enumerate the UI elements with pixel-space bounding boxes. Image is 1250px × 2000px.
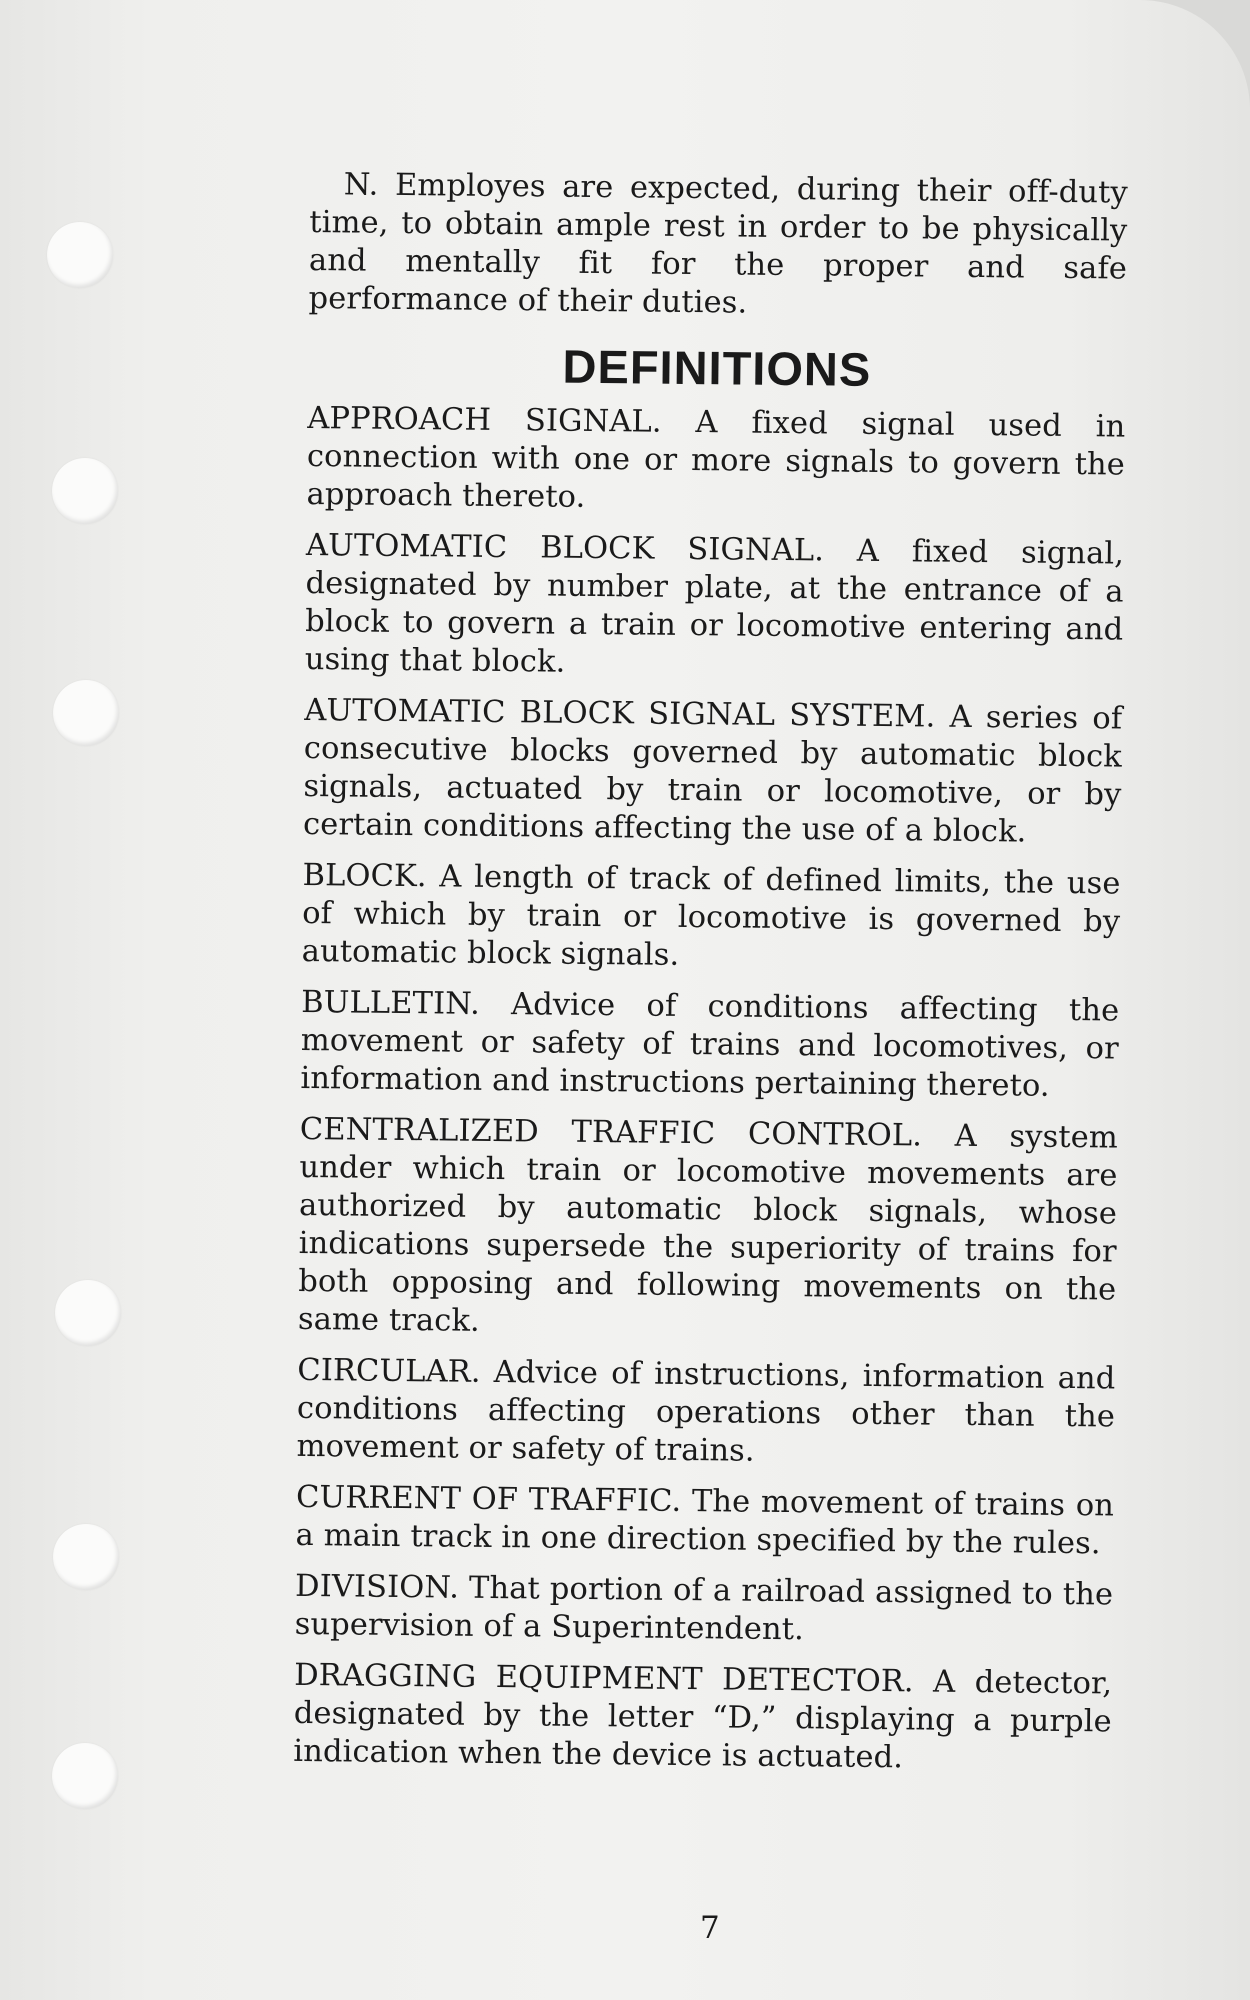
definition-centralized-traffic-control: CENTRALIZED TRAFFIC CONTROL. A system under which train or locomotive movements are authorized by automatic block signals, whose indications supersede the superiority of trains for both opposing and following movements on the same track. <box>297 1111 1119 1339</box>
section-heading: DEFINITIONS <box>562 339 872 396</box>
definition-dragging-equipment-detector: DRAGGING EQUIPMENT DETECTOR. A detector, designated by the letter “D,” displaying a purple indication when the device is actuated. <box>293 1657 1113 1776</box>
binder-hole <box>53 680 119 746</box>
binder-hole <box>52 458 118 524</box>
definition-division: DIVISION. That portion of a railroad assigned to the supervision of a Superintendent. <box>294 1568 1114 1648</box>
definition-automatic-block-signal-system: AUTOMATIC BLOCK SIGNAL SYSTEM. A series of consecutive blocks governed by automatic block signals, actuated by train or locomotive, or by certain conditions affecting the use of a block. <box>302 692 1123 850</box>
binder-hole <box>53 1524 119 1590</box>
definition-bulletin: BULLETIN. Advice of conditions affecting the movement or safety of trains and locomotives, or information and instructions pertaining thereto. <box>300 984 1120 1104</box>
page-content <box>293 166 1128 1792</box>
binder-hole <box>55 1280 121 1346</box>
definition-block: BLOCK. A length of track of defined limits, the use of which by train or locomotive is governed by automatic block signals. <box>301 857 1121 973</box>
definition-approach-signal: APPROACH SIGNAL. A fixed signal used in connection with one or more signals to govern the approach thereto. <box>306 400 1126 515</box>
binder-hole <box>52 1743 118 1809</box>
definition-current-of-traffic: CURRENT OF TRAFFIC. The movement of trains on a main track in one direction specified by the rules. <box>295 1479 1115 1562</box>
page-number: 7 <box>700 1910 720 1946</box>
intro-paragraph: N. Employes are expected, during their off-duty time, to obtain ample rest in order to be physically and mentally fit for the proper and safe performance of their duties. <box>308 167 1128 321</box>
definition-automatic-block-signal: AUTOMATIC BLOCK SIGNAL. A fixed signal, designated by number plate, at the entrance of a block to govern a train or locomotive entering and using that block. <box>304 527 1125 680</box>
definition-circular: CIRCULAR. Advice of instructions, information and conditions affecting operations other than the movement or safety of trains. <box>296 1352 1116 1469</box>
binder-hole <box>47 222 113 288</box>
